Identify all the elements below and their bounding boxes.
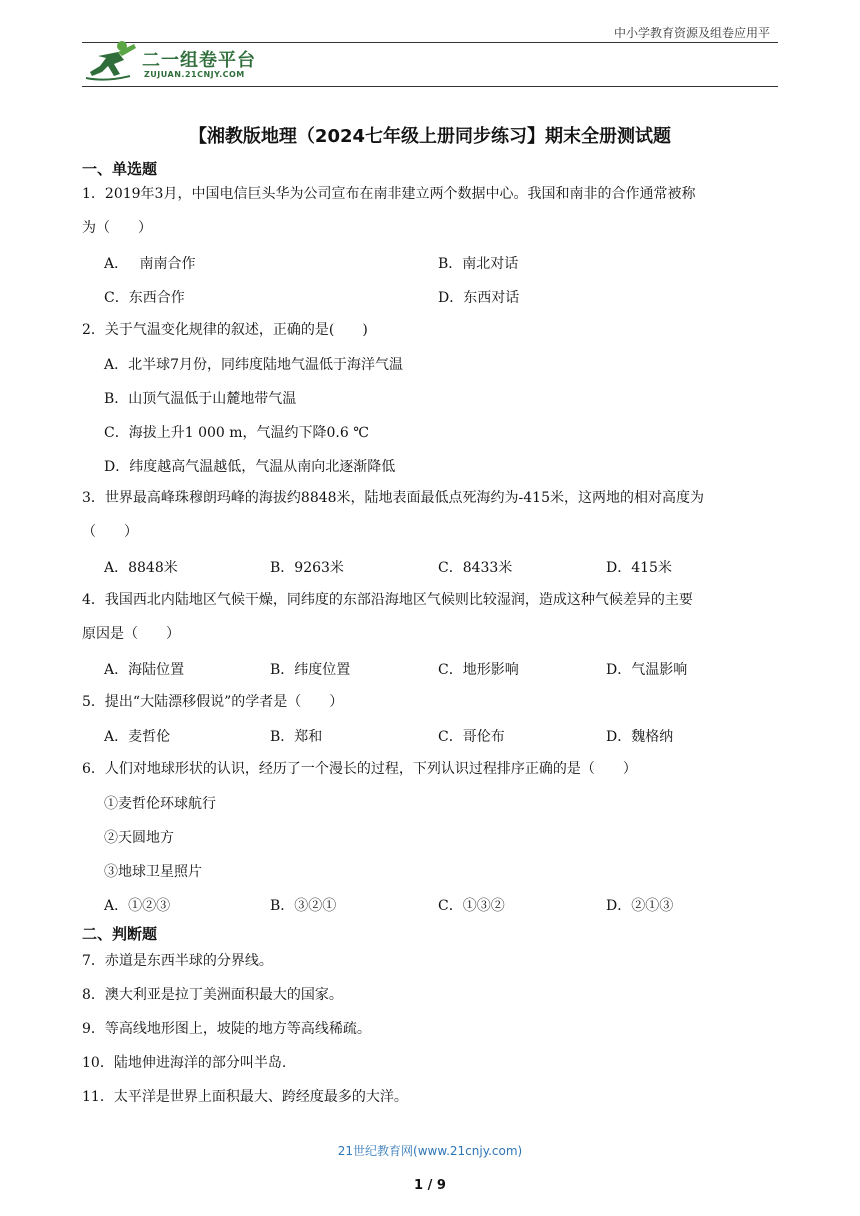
- q5-option-b: B．郑和: [270, 729, 323, 745]
- q3-stem-line2: （ ）: [82, 524, 138, 540]
- logo-title: 二一组卷平台: [142, 50, 256, 71]
- q2-option-c: C．海拔上升1 000 m，气温约下降0.6 ℃: [104, 425, 369, 441]
- q6-option-b: B．③②①: [270, 898, 337, 914]
- q9-stem: 9．等高线地形图上，坡陡的地方等高线稀疏。: [82, 1021, 371, 1037]
- q11-stem: 11．太平洋是世界上面积最大、跨经度最多的大洋。: [82, 1089, 408, 1105]
- logo: [84, 38, 274, 84]
- q2-option-d: D．纬度越高气温越低，气温从南向北逐渐降低: [104, 459, 396, 475]
- q4-option-a: A．海陆位置: [104, 662, 185, 678]
- q1-option-b: B．南北对话: [438, 256, 519, 272]
- section-single-choice: 一、单选题: [82, 160, 158, 178]
- q8-stem: 8．澳大利亚是拉丁美洲面积最大的国家。: [82, 987, 343, 1003]
- q3-option-b: B．9263米: [270, 560, 344, 576]
- q3-option-d: D．415米: [606, 560, 672, 576]
- q6-item-3: ③地球卫星照片: [104, 864, 202, 880]
- site-name: 中小学教育资源及组卷应用平: [613, 26, 770, 40]
- q2-option-b: B．山顶气温低于山麓地带气温: [104, 391, 297, 407]
- header-bottom-rule: [82, 86, 778, 87]
- q1-stem-line1: 1．2019年3月，中国电信巨头华为公司宣布在南非建立两个数据中心。我国和南非的合作通常被称: [82, 186, 696, 202]
- q6-stem: 6．人们对地球形状的认识，经历了一个漫长的过程，下列认识过程排序正确的是（ ）: [82, 761, 637, 777]
- q2-option-a: A．北半球7月份，同纬度陆地气温低于海洋气温: [104, 357, 404, 373]
- q4-option-b: B．纬度位置: [270, 662, 351, 678]
- runner-logo-icon: [84, 38, 140, 84]
- section-true-false: 二、判断题: [82, 925, 158, 943]
- q4-option-d: D．气温影响: [606, 662, 688, 678]
- footer-link[interactable]: 21世纪教育网(www.21cnjy.com): [337, 1144, 523, 1158]
- q5-option-c: C．哥伦布: [438, 729, 505, 745]
- q2-stem: 2．关于气温变化规律的叙述，正确的是( ): [82, 322, 368, 338]
- page-number: 1 / 9: [414, 1178, 446, 1193]
- q3-stem-line1: 3．世界最高峰珠穆朗玛峰的海拔约8848米，陆地表面最低点死海约为-415米，这两地的相对高度为: [82, 490, 704, 506]
- document-title: 【湘教版地理（2024七年级上册同步练习】期末全册测试题: [188, 126, 672, 147]
- logo-subtitle: ZUJUAN.21CNJY.COM: [144, 70, 245, 79]
- q1-option-c: C．东西合作: [104, 290, 185, 306]
- q5-option-d: D．魏格纳: [606, 729, 674, 745]
- q4-option-c: C．地形影响: [438, 662, 519, 678]
- q3-option-c: C．8433米: [438, 560, 513, 576]
- q5-option-a: A．麦哲伦: [104, 729, 171, 745]
- q1-option-d: D．东西对话: [438, 290, 520, 306]
- q7-stem: 7．赤道是东西半球的分界线。: [82, 953, 273, 969]
- q6-option-d: D．②①③: [606, 898, 674, 914]
- q10-stem: 10．陆地伸进海洋的部分叫半岛.: [82, 1055, 287, 1071]
- q6-item-2: ②天圆地方: [104, 830, 174, 846]
- q5-stem: 5．提出“大陆漂移假说”的学者是（ ）: [82, 694, 344, 710]
- q6-option-c: C．①③②: [438, 898, 505, 914]
- q1-stem-line2: 为（ ）: [82, 220, 152, 236]
- q6-item-1: ①麦哲伦环球航行: [104, 796, 216, 812]
- q4-stem-line1: 4．我国西北内陆地区气候干燥，同纬度的东部沿海地区气候则比较湿润，造成这种气候差异的主要: [82, 592, 693, 608]
- q3-option-a: A．8848米: [104, 560, 178, 576]
- q6-option-a: A．①②③: [104, 898, 171, 914]
- q1-option-a: A． 南南合作: [104, 256, 196, 272]
- q4-stem-line2: 原因是（ ）: [82, 626, 180, 642]
